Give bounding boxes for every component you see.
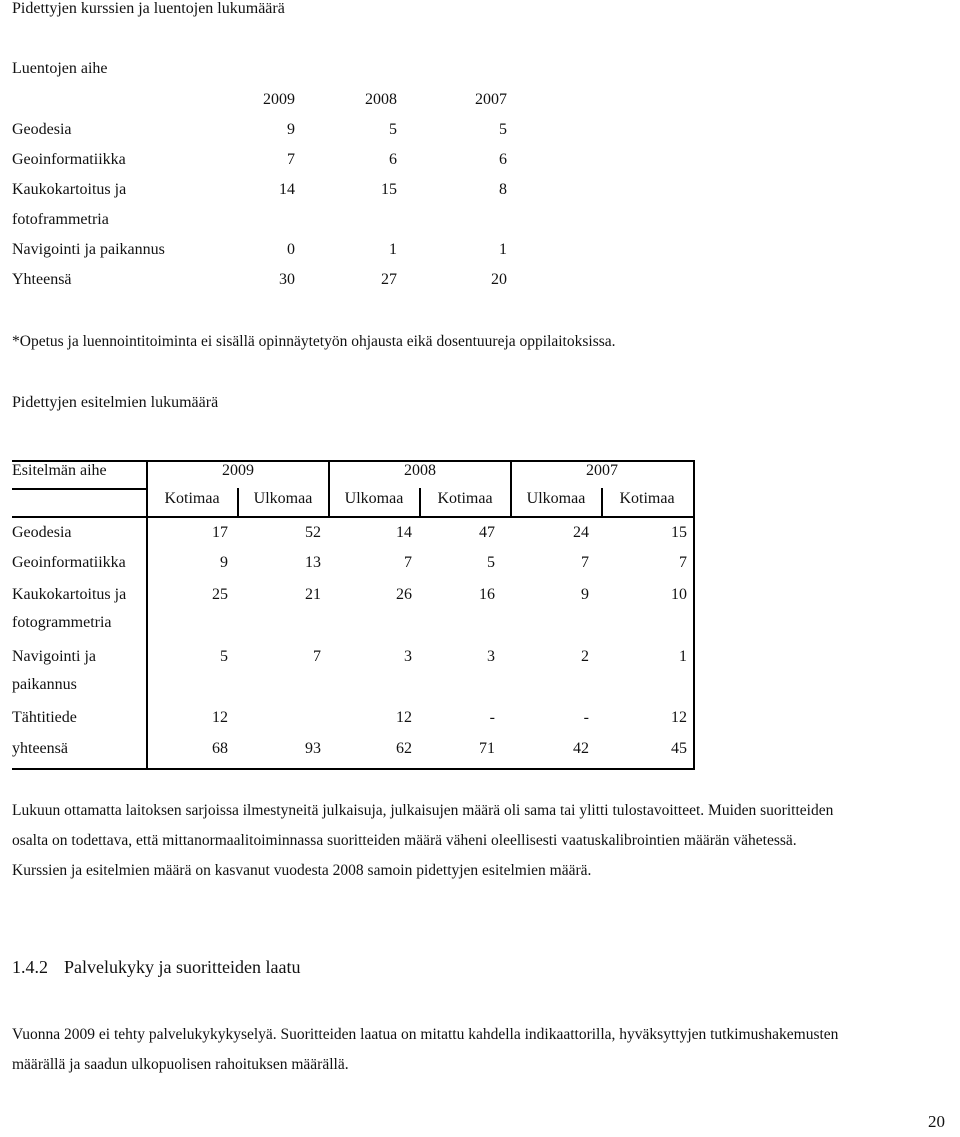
- presentation-cell: 2: [581, 648, 589, 665]
- lecture-cell: 15: [381, 181, 397, 198]
- lecture-year-2009: 2009: [263, 91, 295, 108]
- paragraph-line: Lukuun ottamatta laitoksen sarjoissa ilmestyneitä julkaisuja, julkaisujen määrä oli sama tai ylitti tulostavoitteet. Muiden suoritteiden: [12, 802, 834, 819]
- lecture-row-label: Kaukokartoitus ja: [12, 181, 127, 198]
- presentation-cell: -: [489, 709, 495, 726]
- presentation-cell: 15: [671, 524, 687, 541]
- lecture-cell: 1: [499, 241, 507, 258]
- presentation-row-label: Geoinformatiikka: [12, 554, 126, 571]
- presentation-cell: 21: [305, 586, 321, 603]
- presentation-header-label: Esitelmän aihe: [12, 462, 107, 479]
- lecture-cell: 20: [491, 271, 507, 288]
- lecture-cell: 1: [389, 241, 397, 258]
- presentation-year-2009: 2009: [222, 462, 254, 479]
- lecture-cell: 6: [389, 151, 397, 168]
- presentation-cell: 13: [305, 554, 321, 571]
- lecture-row-label: Geoinformatiikka: [12, 151, 126, 168]
- lecture-cell: 0: [287, 241, 295, 258]
- presentation-cell: 7: [404, 554, 412, 571]
- lecture-row-label-2: fotoframmetria: [12, 211, 109, 228]
- presentation-subheader: Kotimaa: [437, 490, 493, 507]
- table-border-bottom: [12, 768, 694, 770]
- presentation-cell: 9: [581, 586, 589, 603]
- presentation-cell: 10: [671, 586, 687, 603]
- paragraph-quality: [12, 1020, 958, 1080]
- presentation-cell: 7: [581, 554, 589, 571]
- section-number: 1.4.2: [12, 957, 48, 977]
- lecture-cell: 6: [499, 151, 507, 168]
- presentation-subheader: Ulkomaa: [526, 490, 586, 507]
- presentation-row-label: Navigointi ja: [12, 648, 96, 665]
- presentation-cell: 25: [212, 586, 228, 603]
- presentation-cell: 12: [212, 709, 228, 726]
- page-number: 20: [928, 1112, 945, 1131]
- presentation-cell: 12: [396, 709, 412, 726]
- presentation-cell: 71: [479, 740, 495, 757]
- presentations-title: Pidettyjen esitelmien lukumäärä: [12, 394, 219, 411]
- courses-title: Pidettyjen kurssien ja luentojen lukumäärä: [12, 0, 285, 17]
- lecture-row-label: Geodesia: [12, 121, 72, 138]
- presentation-cell: 26: [396, 586, 412, 603]
- presentation-cell: 52: [305, 524, 321, 541]
- presentation-cell: 1: [679, 648, 687, 665]
- presentation-subheader: Kotimaa: [619, 490, 675, 507]
- lecture-cell: 5: [499, 121, 507, 138]
- lecture-cell: 14: [279, 181, 295, 198]
- presentation-cell: 93: [305, 740, 321, 757]
- lecture-cell: 8: [499, 181, 507, 198]
- presentation-cell: 45: [671, 740, 687, 757]
- section-heading: [12, 957, 300, 978]
- paragraph-line: määrällä ja saadun ulkopuolisen rahoituksen määrällä.: [12, 1056, 349, 1073]
- presentation-cell: 5: [220, 648, 228, 665]
- presentation-cell: -: [583, 709, 589, 726]
- presentation-cell: 47: [479, 524, 495, 541]
- presentation-row-label-2: paikannus: [12, 676, 77, 693]
- presentation-year-2008: 2008: [404, 462, 436, 479]
- presentation-cell: 7: [313, 648, 321, 665]
- presentation-cell: 16: [479, 586, 495, 603]
- presentation-row-label: Kaukokartoitus ja: [12, 586, 127, 603]
- table-divider: [12, 488, 147, 490]
- presentation-cell: 14: [396, 524, 412, 541]
- lecture-cell: 9: [287, 121, 295, 138]
- presentation-cell: 12: [671, 709, 687, 726]
- presentation-subheader: Ulkomaa: [344, 490, 404, 507]
- presentation-cell: 3: [487, 648, 495, 665]
- presentation-cell: 5: [487, 554, 495, 571]
- presentation-cell: 24: [573, 524, 589, 541]
- presentation-cell: 62: [396, 740, 412, 757]
- presentation-subheader: Kotimaa: [164, 490, 220, 507]
- section-title: Palvelukyky ja suoritteiden laatu: [64, 957, 301, 977]
- lecture-row-label: Yhteensä: [12, 271, 72, 288]
- lecture-cell: 7: [287, 151, 295, 168]
- presentation-year-2007: 2007: [586, 462, 618, 479]
- presentation-cell: 7: [679, 554, 687, 571]
- table-divider: [12, 516, 694, 518]
- paragraph-results: [12, 796, 958, 886]
- presentation-cell: 42: [573, 740, 589, 757]
- lectures-subtitle: Luentojen aihe: [12, 60, 108, 77]
- footnote: *Opetus ja luennointitoiminta ei sisällä opinnäytetyön ohjausta eikä dosentuureja oppilaitoksissa.: [12, 333, 616, 350]
- presentation-row-label-2: fotogrammetria: [12, 614, 112, 631]
- presentation-cell: 17: [212, 524, 228, 541]
- presentation-subheader: Ulkomaa: [253, 490, 313, 507]
- lecture-cell: 27: [381, 271, 397, 288]
- lecture-cell: 30: [279, 271, 295, 288]
- paragraph-line: Kurssien ja esitelmien määrä on kasvanut vuodesta 2008 samoin pidettyjen esitelmien määrä.: [12, 862, 592, 879]
- presentation-cell: 68: [212, 740, 228, 757]
- presentation-row-label: Tähtitiede: [12, 709, 77, 726]
- paragraph-line: osalta on todettava, että mittanormaalitoiminnassa suoritteiden määrä väheni oleellisesti vaatuskalibrointien määrän vähetessä.: [12, 832, 797, 849]
- presentation-row-label: Geodesia: [12, 524, 72, 541]
- lecture-year-2007: 2007: [475, 91, 507, 108]
- presentation-cell: 3: [404, 648, 412, 665]
- table-divider: [693, 460, 695, 770]
- presentation-cell: 9: [220, 554, 228, 571]
- paragraph-line: Vuonna 2009 ei tehty palvelukykykyselyä. Suoritteiden laatua on mitattu kahdella indikaattorilla, hyväksyttyjen tutkimushakemusten: [12, 1026, 839, 1043]
- presentation-row-label: yhteensä: [12, 740, 68, 757]
- lecture-row-label: Navigointi ja paikannus: [12, 241, 165, 258]
- lecture-year-2008: 2008: [365, 91, 397, 108]
- lecture-cell: 5: [389, 121, 397, 138]
